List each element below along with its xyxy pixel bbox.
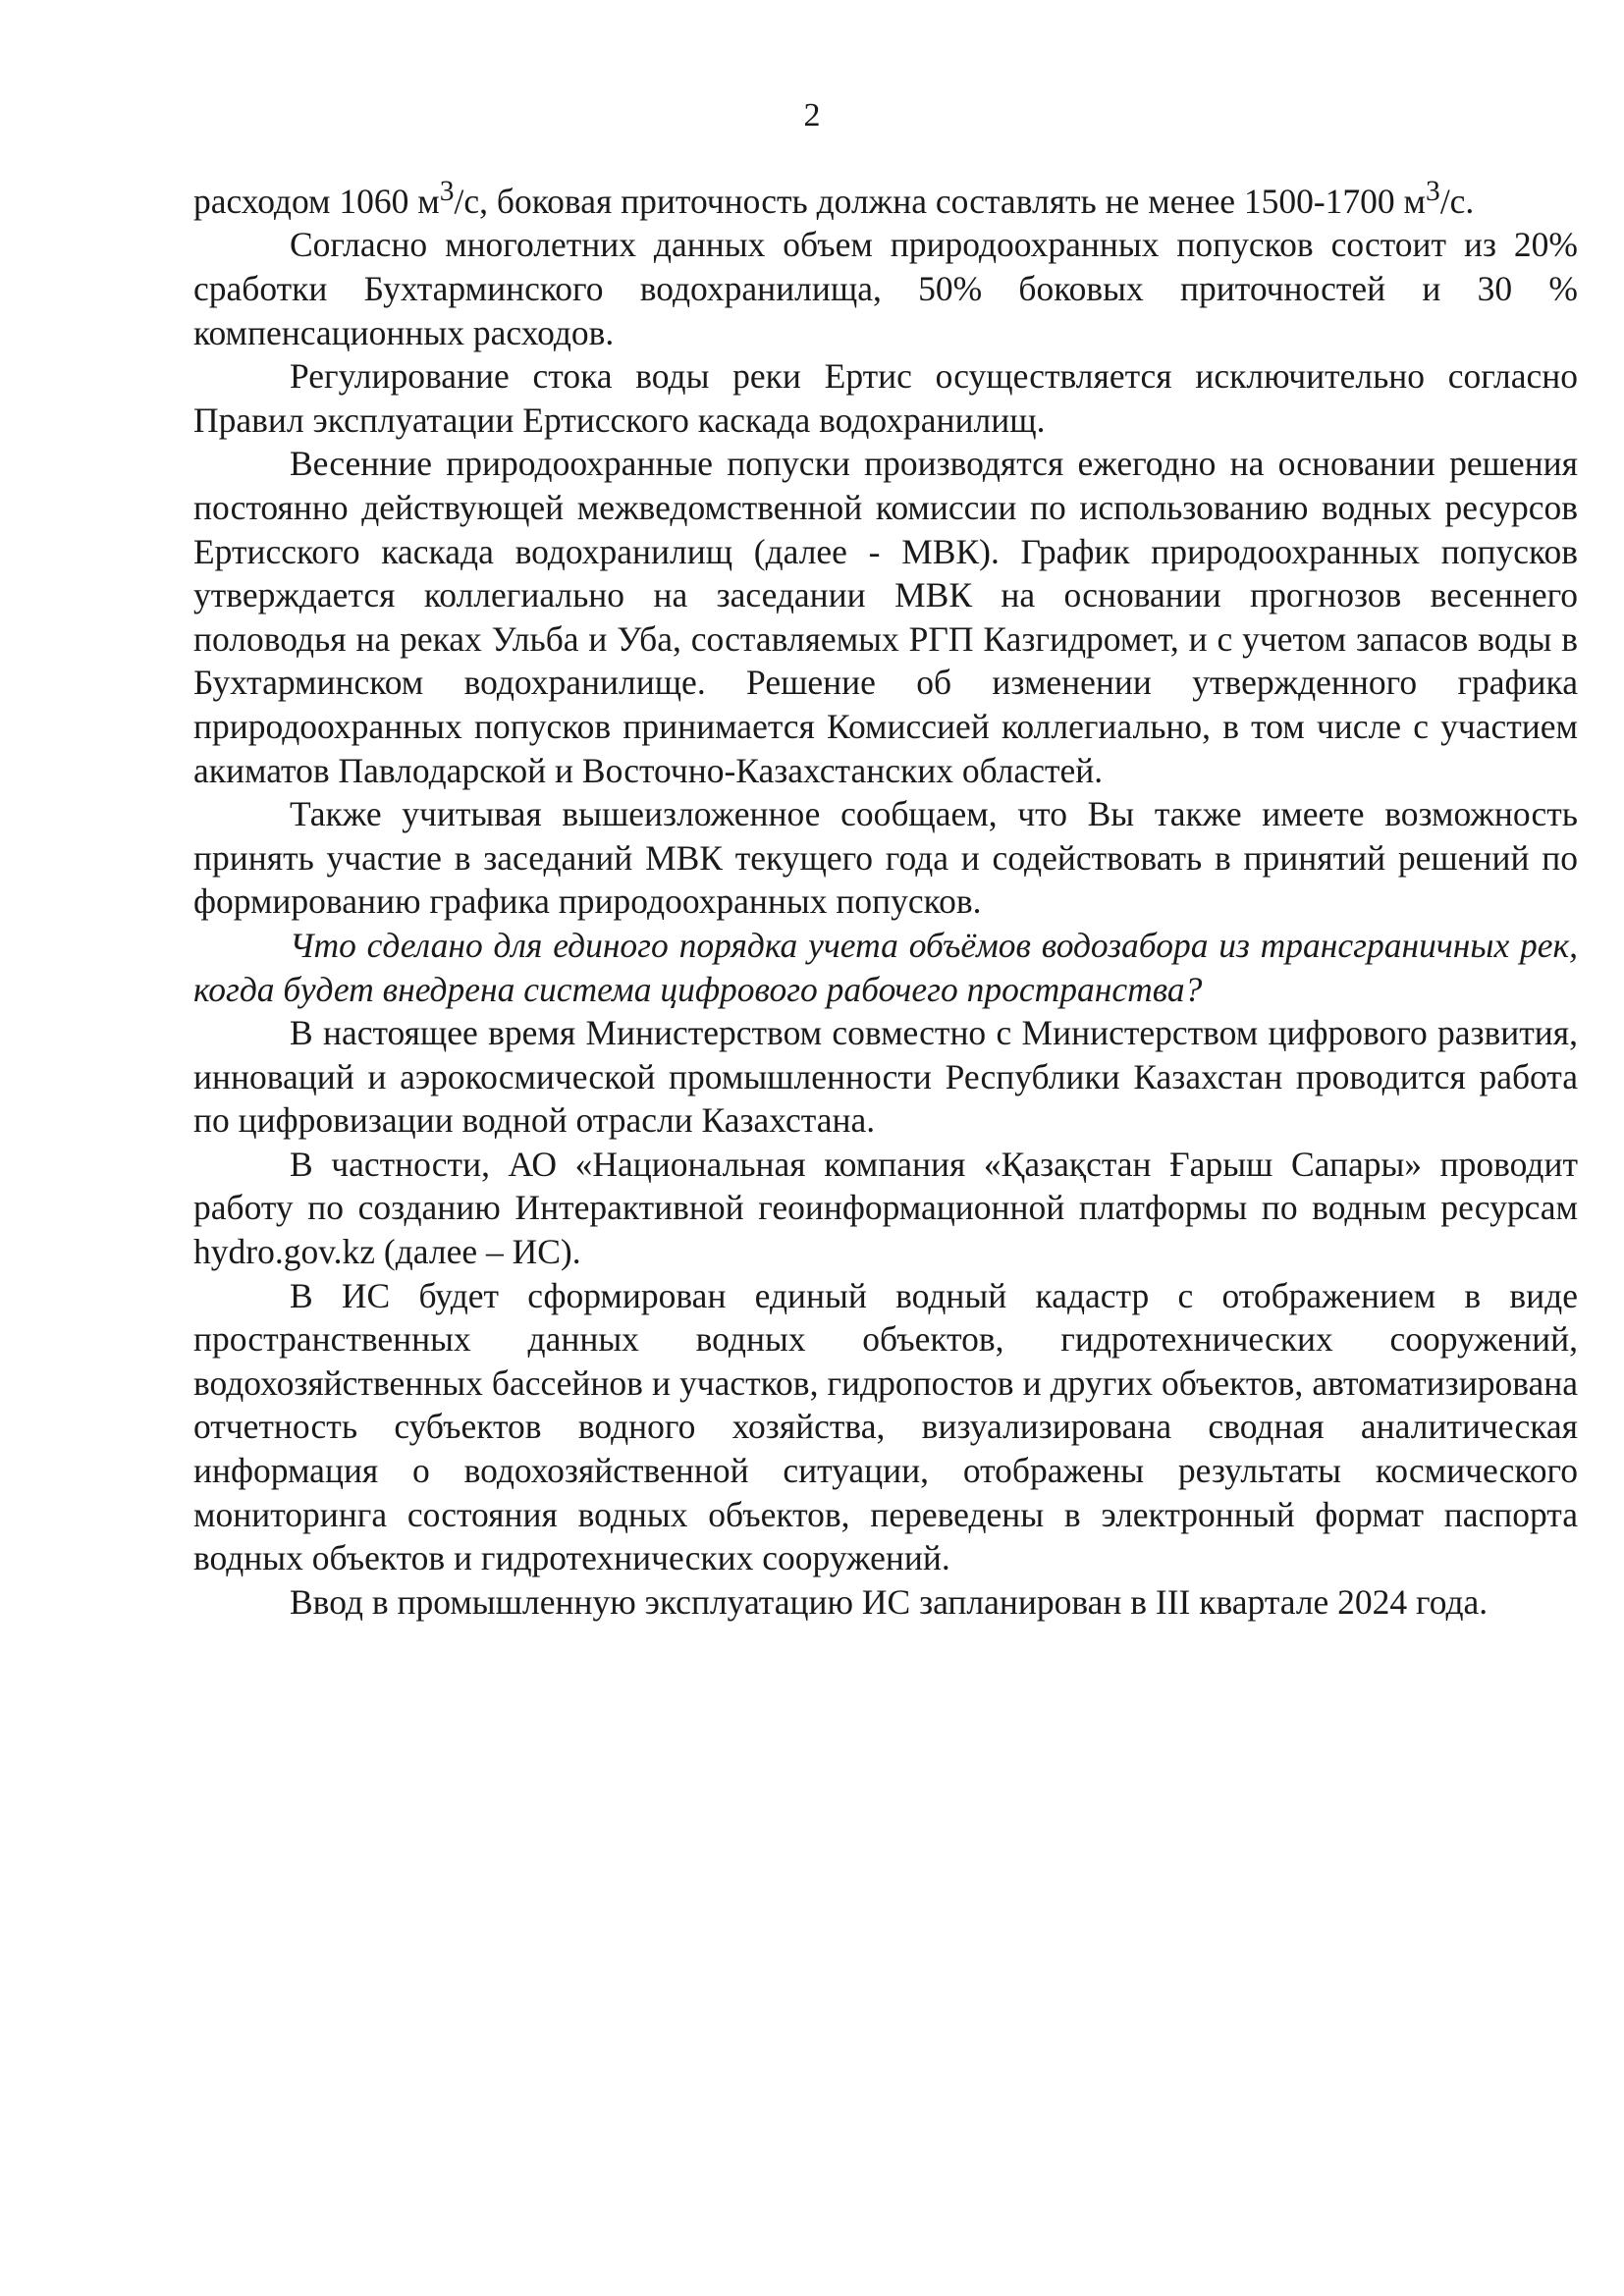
paragraph-release-volume: Согласно многолетних данных объем природоохранных попусков состоит из 20% сработки Бухтарминского водохранилища, 50% боковых приточностей и 30 % компенсационных расходов. xyxy=(193,225,1578,352)
document-body xyxy=(193,170,1578,1624)
paragraph-commissioning: Ввод в промышленную эксплуатацию ИС запланирован в III квартале 2024 года. xyxy=(290,1581,1489,1622)
paragraph-flow-regulation: Регулирование стока воды реки Ертис осуществляется исключительно согласно Правил эксплуатации Ертисского каскада водохранилищ. xyxy=(193,356,1578,440)
paragraph-spring-releases: Весенние природоохранные попуски производятся ежегодно на основании решения постоянно действующей межведомственной комиссии по использованию водных ресурсов Ертисского каскада водохранилищ (далее - МВК). График природоохранных попусков утверждается коллегиально на заседании МВК на основании прогнозов весеннего половодья на реках Ульба и Уба, составляемых РГП Казгидромет, и с учетом запасов воды в Бухтарминском водохранилище. Решение об изменении утвержденного графика природоохранных попусков принимается Комиссией коллегиально, в том числе с участием акиматов Павлодарской и Восточно-Казахстанских областей. xyxy=(193,444,1578,790)
paragraph-flow-rate xyxy=(193,170,1578,223)
paragraph-question: Что сделано для единого порядка учета объёмов водозабора из трансграничных рек, когда будет внедрена система цифрового рабочего пространства? xyxy=(193,925,1578,1009)
paragraph-digitalization: В настоящее время Министерством совместно с Министерством цифрового развития, инноваций и аэрокосмической промышленности Республики Казахстан проводится работа по цифровизации водной отрасли Казахстана. xyxy=(193,1013,1578,1141)
paragraph-water-cadastre: В ИС будет сформирован единый водный кадастр с отображением в виде пространственных данных водных объектов, гидротехнических сооружений, водохозяйственных бассейнов и участков, гидропостов и других объектов, автоматизирована отчетность субъектов водного хозяйства, визуализирована сводная аналитическая информация о водохозяйственной ситуации, отображены результаты космического мониторинга состояния водных объектов, переведены в электронный формат паспорта водных объектов и гидротехнических сооружений. xyxy=(193,1275,1578,1578)
page-number: 2 xyxy=(803,97,821,133)
superscript: 3 xyxy=(1426,176,1440,207)
paragraph-text: расходом 1060 м xyxy=(193,181,440,221)
paragraph-platform: В частности, АО «Национальная компания «Қазақстан Ғарыш Сапары» проводит работу по созданию Интерактивной геоинформационной платформы по водным ресурсам hydro.gov.kz (далее – ИС). xyxy=(193,1144,1578,1272)
paragraph-text: /с. xyxy=(1439,181,1475,221)
superscript: 3 xyxy=(439,176,455,207)
paragraph-mvk-participation: Также учитывая вышеизложенное сообщаем, что Вы также имеете возможность принять участие в заседаний МВК текущего года и содействовать в принятий решений по формированию графика природоохранных попусков. xyxy=(193,794,1578,922)
paragraph-text: /с, боковая приточность должна составлять не менее 1500-1700 м xyxy=(454,181,1427,221)
